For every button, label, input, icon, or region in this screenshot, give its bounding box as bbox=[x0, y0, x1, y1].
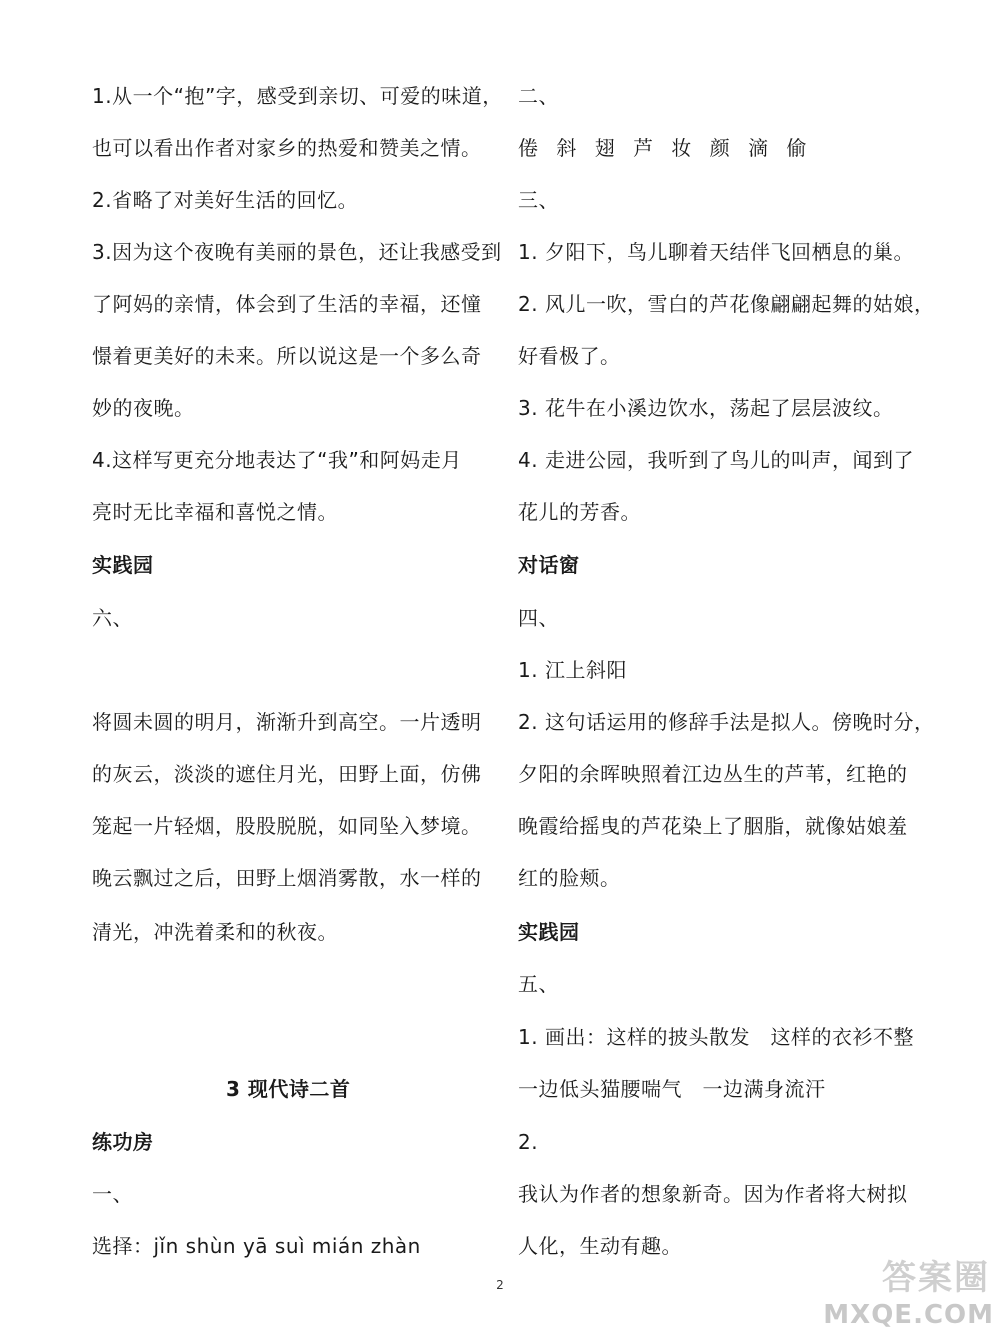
section-heading: 练功房 bbox=[92, 1130, 154, 1154]
answer-line: 笼起一片轻烟，股股脱脱，如同坠入梦境。 bbox=[92, 814, 482, 838]
question-number: 四、 bbox=[518, 606, 559, 630]
answer-line: 花儿的芳香。 bbox=[518, 500, 641, 524]
section-heading: 实践园 bbox=[518, 920, 580, 944]
answer-line: 3.因为这个夜晚有美丽的景色，还让我感受到 bbox=[92, 240, 502, 264]
question-number: 三、 bbox=[518, 188, 559, 212]
watermark-logo-text: 答案圈 bbox=[882, 1258, 990, 1298]
answer-line: 人化，生动有趣。 bbox=[518, 1234, 682, 1258]
answer-line: 晚云飘过之后，田野上烟消雾散，水一样的 bbox=[92, 866, 482, 890]
question-number: 一、 bbox=[92, 1182, 133, 1206]
answer-line: 1. 夕阳下，鸟儿聊着天结伴飞回栖息的巢。 bbox=[518, 240, 914, 264]
answer-line: 倦 斜 翅 芦 妆 颜 滴 偷 bbox=[518, 136, 813, 160]
answer-line: 了阿妈的亲情，体会到了生活的幸福，还憧 bbox=[92, 292, 482, 316]
section-heading: 实践园 bbox=[92, 553, 154, 577]
answer-line: 红的脸颊。 bbox=[518, 866, 621, 890]
site-watermark bbox=[823, 1250, 994, 1330]
answer-line: 将圆未圆的明月，渐渐升到高空。一片透明 bbox=[92, 710, 482, 734]
page-number: 2 bbox=[496, 1278, 504, 1292]
lesson-title: 3 现代诗二首 bbox=[226, 1077, 351, 1101]
answer-line: 我认为作者的想象新奇。因为作者将大树拟 bbox=[518, 1182, 908, 1206]
answer-line: 1. 画出：这样的披头散发 这样的衣衫不整 bbox=[518, 1025, 914, 1049]
question-number: 二、 bbox=[518, 84, 559, 108]
answer-line: 2. 风儿一吹，雪白的芦花像翩翩起舞的姑娘， bbox=[518, 292, 935, 316]
answer-line: 亮时无比幸福和喜悦之情。 bbox=[92, 500, 338, 524]
question-number: 五、 bbox=[518, 972, 559, 996]
answer-line: 憬着更美好的未来。所以说这是一个多么奇 bbox=[92, 344, 482, 368]
answer-line: 晚霞给摇曳的芦花染上了胭脂，就像姑娘羞 bbox=[518, 814, 908, 838]
answer-line: 清光，冲洗着柔和的秋夜。 bbox=[92, 920, 338, 944]
answer-line: 夕阳的余晖映照着江边丛生的芦苇，红艳的 bbox=[518, 762, 908, 786]
answer-line: 妙的夜晚。 bbox=[92, 396, 195, 420]
answer-line: 的灰云，淡淡的遮住月光，田野上面，仿佛 bbox=[92, 762, 482, 786]
watermark-url: MXQE.COM bbox=[823, 1300, 994, 1330]
answer-line: 2. 这句话运用的修辞手法是拟人。傍晚时分， bbox=[518, 710, 935, 734]
answer-line: 选择：jǐn shùn yā suì mián zhàn bbox=[92, 1234, 421, 1258]
answer-line: 好看极了。 bbox=[518, 344, 621, 368]
answer-line: 3. 花牛在小溪边饮水，荡起了层层波纹。 bbox=[518, 396, 894, 420]
question-number: 六、 bbox=[92, 606, 133, 630]
section-heading: 对话窗 bbox=[518, 553, 580, 577]
answer-line: 4.这样写更充分地表达了“我”和阿妈走月 bbox=[92, 448, 462, 472]
question-number: 2. bbox=[518, 1130, 539, 1154]
answer-line: 也可以看出作者对家乡的热爱和赞美之情。 bbox=[92, 136, 482, 160]
answer-line: 2.省略了对美好生活的回忆。 bbox=[92, 188, 359, 212]
answer-line: 1.从一个“抱”字，感受到亲切、可爱的味道， bbox=[92, 84, 503, 108]
answer-line: 一边低头猫腰喘气 一边满身流汗 bbox=[518, 1077, 826, 1101]
answer-line: 4. 走进公园，我听到了鸟儿的叫声，闻到了 bbox=[518, 448, 914, 472]
answer-line: 1. 江上斜阳 bbox=[518, 658, 627, 682]
